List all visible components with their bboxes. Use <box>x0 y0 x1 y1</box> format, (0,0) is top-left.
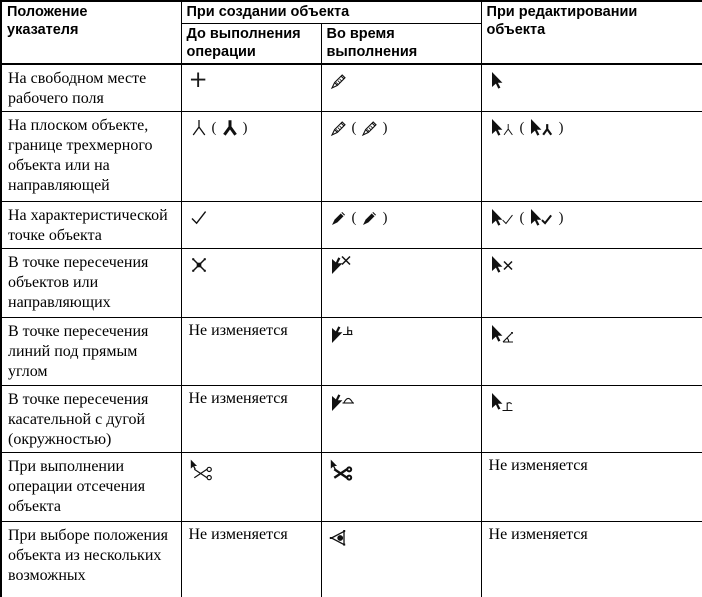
table-row <box>1 453 702 522</box>
cursor-arrow-perpendicular-icon <box>489 392 515 412</box>
editing-cell <box>481 112 702 202</box>
during-operation-cell <box>321 64 481 112</box>
before-operation-cell: Не изменяется <box>181 386 321 453</box>
before-operation-cell <box>181 112 321 202</box>
cursor-arrow-icon <box>489 71 509 91</box>
paren-close: ) <box>382 120 388 137</box>
scissors-outline-cursor-icon <box>189 459 215 481</box>
during-operation-cell <box>321 202 481 249</box>
cursor-arrow-down-left-tangent-icon <box>329 392 356 412</box>
during-operation-cell <box>321 112 481 202</box>
pencil-outline-icon <box>360 118 380 138</box>
table-row <box>1 64 702 112</box>
cursor-arrow-x-icon <box>489 255 515 275</box>
pointer-position-cell: В точке пересечения линий под прямым углом <box>1 318 181 386</box>
header-pointer-position: Положение указателя <box>1 1 181 64</box>
pencil-filled-icon <box>360 208 380 228</box>
table-row <box>1 386 702 453</box>
before-operation-cell <box>181 453 321 522</box>
pencil-outline-icon <box>329 118 349 138</box>
table-row <box>1 522 702 597</box>
header-creating-group: При создании объекта <box>181 1 481 24</box>
table-header-row <box>1 1 702 24</box>
during-operation-cell <box>321 249 481 318</box>
table-row <box>1 112 702 202</box>
editing-cell <box>481 249 702 318</box>
paren-open: ( <box>519 210 525 227</box>
before-operation-cell: Не изменяется <box>181 522 321 597</box>
during-operation-cell <box>321 318 481 386</box>
editing-cell <box>481 202 702 249</box>
during-operation-cell <box>321 453 481 522</box>
pointer-position-cell: При выборе положения объекта из нескольких возможных <box>1 522 181 597</box>
cursor-arrow-check-bold-icon <box>528 208 556 228</box>
pointer-position-cell: При выполнении операции отсечения объекта <box>1 453 181 522</box>
header-during-operation: Во время выполнения <box>321 24 481 65</box>
cursor-arrow-down-left-right-angle-icon <box>329 324 355 344</box>
pointer-position-cell: В точке пересечения объектов или направляющих <box>1 249 181 318</box>
crosshair-icon: + <box>188 67 208 94</box>
editing-cell <box>481 386 702 453</box>
paren-open: ( <box>351 120 357 137</box>
pencil-filled-icon <box>329 208 349 228</box>
table-row <box>1 202 702 249</box>
paren-close: ) <box>382 210 388 227</box>
cursor-arrow-down-left-x-icon <box>329 255 353 275</box>
before-operation-cell <box>181 64 321 112</box>
before-operation-cell <box>181 202 321 249</box>
before-operation-cell <box>181 249 321 318</box>
paren-open: ( <box>211 120 217 137</box>
during-operation-cell <box>321 386 481 453</box>
cursor-arrow-snap-curve-icon <box>489 118 517 138</box>
header-before-operation: До выполнения операции <box>181 24 321 65</box>
paren-close: ) <box>558 120 564 137</box>
header-editing: При редактировании объекта <box>481 1 702 64</box>
snap-curve-y-bold-icon <box>220 118 240 138</box>
during-operation-cell <box>321 522 481 597</box>
table-row <box>1 249 702 318</box>
editing-cell: Не изменяется <box>481 453 702 522</box>
paren-open: ( <box>519 120 525 137</box>
editing-cell <box>481 318 702 386</box>
pick-position-icon <box>329 528 349 548</box>
pointer-position-cell: На свободном месте рабочего поля <box>1 64 181 112</box>
table-row <box>1 318 702 386</box>
paren-close: ) <box>558 210 564 227</box>
paren-open: ( <box>351 210 357 227</box>
editing-cell <box>481 64 702 112</box>
pointer-position-cell: В точке пересечения касательной с дугой (окружностью) <box>1 386 181 453</box>
editing-cell: Не изменяется <box>481 522 702 597</box>
cursor-arrow-angle-icon <box>489 324 515 344</box>
pencil-outline-icon <box>329 71 349 91</box>
check-icon <box>189 208 209 228</box>
snap-intersection-icon <box>189 255 209 275</box>
scissors-filled-cursor-icon <box>329 459 355 481</box>
pointer-position-cell: На плоском объекте, границе трехмерного объекта или на направляющей <box>1 112 181 202</box>
cursor-arrow-snap-curve-bold-icon <box>528 118 556 138</box>
snap-curve-y-icon <box>189 118 209 138</box>
paren-close: ) <box>242 120 248 137</box>
cursor-arrow-check-icon <box>489 208 517 228</box>
before-operation-cell: Не изменяется <box>181 318 321 386</box>
pointer-position-cell: На характеристической точке объекта <box>1 202 181 249</box>
